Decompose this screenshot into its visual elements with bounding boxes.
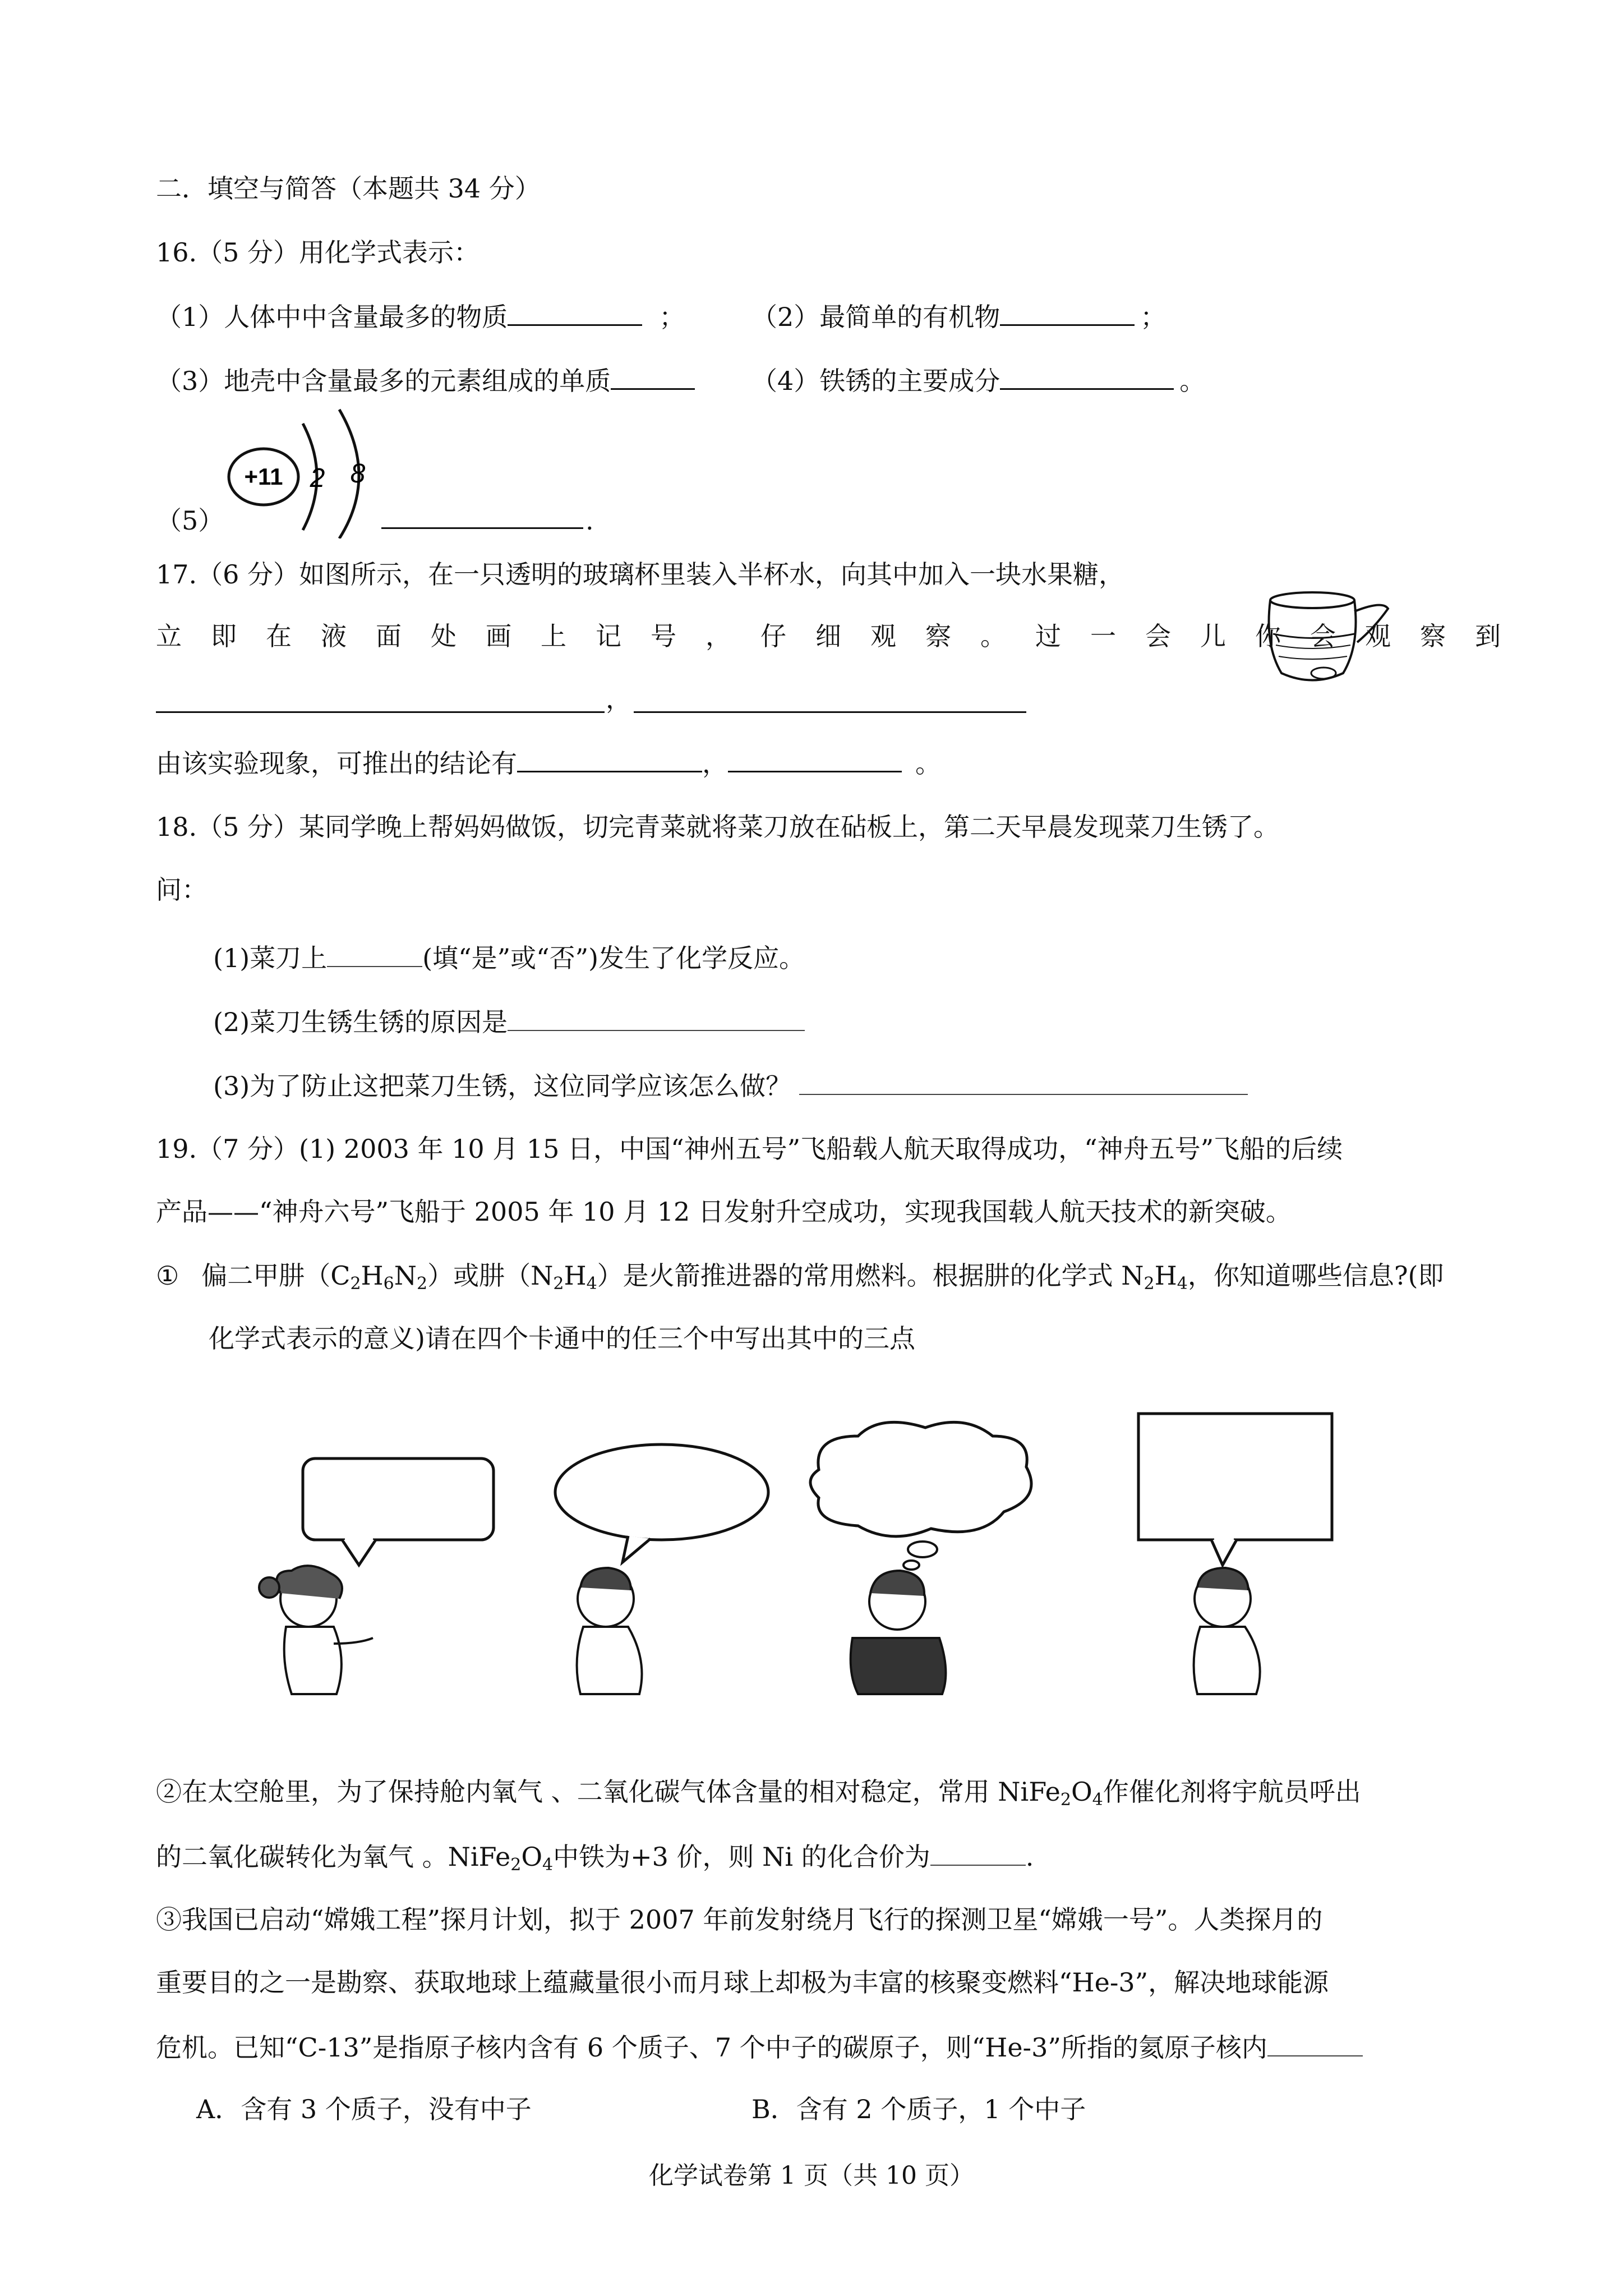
q17-conclusion-blank1[interactable] — [517, 745, 702, 772]
q18-line1: 18.（5 分）某同学晚上帮妈妈做饭，切完青菜就将菜刀放在砧板上，第二天早晨发现菜刀生锈了。 — [156, 812, 1280, 842]
thinking-boy-cartoon-figure — [851, 1571, 946, 1694]
q16-item2: （2）最简单的有机物 — [751, 302, 1000, 332]
q17-blank1[interactable] — [156, 711, 605, 713]
sodium-atom-structure-diagram — [219, 393, 421, 539]
q19-line2: 产品——“神舟六号”飞船于 2005 年 10 月 12 日发射升空成功，实现我国载人航天技术的新突破。 — [156, 1197, 1292, 1227]
q19-p3-line3: 危机。已知“C-13”是指原子核内含有 6 个质子、7 个中子的碳原子，则“He-3”所指的氦原子核内 — [156, 2030, 1363, 2064]
q16-row2b: （4）铁锈的主要成分 。 — [751, 362, 1205, 398]
q17-line1: 17.（6 分）如图所示，在一只透明的玻璃杯里装入半杯水，向其中加入一块水果糖， — [156, 559, 1125, 590]
q18-line2: 问： — [156, 875, 208, 905]
q16-item4: （4）铁锈的主要成分 — [751, 366, 1000, 396]
q19-option-a[interactable]: A．含有 3 个质子，没有中子 — [196, 2094, 532, 2124]
q19-p1-line1: ① 偏二甲肼$(C_2H_6N_2)$或肼$(N_2H_4)$是火箭推进器的常用燃料。根据肼的化学式 $N_2H_4$，你知道哪些信息?(即 — [156, 1260, 1444, 1294]
q19-he3-blank[interactable] — [1267, 2030, 1363, 2056]
q18-sub3: (3)为了防止这把菜刀生锈，这位同学应该怎么做？ — [213, 1068, 1248, 1103]
q16-blank5[interactable] — [381, 527, 583, 529]
q18-sub2: (2)菜刀生锈生锈的原因是 — [213, 1004, 805, 1039]
q19-p3-line2: 重要目的之一是勘察、获取地球上蕴藏量很小而月球上却极为丰富的核聚变燃料“He-3”，解决地球能源 — [156, 1967, 1329, 1998]
q16-blank4[interactable] — [1000, 362, 1174, 390]
section-heading: 二．填空与简答（本题共 34 分） — [156, 173, 541, 204]
q17-line4: 由该实验现象，可推出的结论有 ， 。 — [156, 745, 941, 780]
speech-bubble-2[interactable] — [555, 1444, 768, 1562]
speech-bubble-4[interactable] — [1138, 1414, 1332, 1565]
thought-bubble-3[interactable] — [810, 1422, 1031, 1570]
q19-p2-line2: 的二氧化碳转化为氧气 。$NiFe_2O_4$中铁为+3 价，则 Ni 的化合价为 . — [156, 1839, 1034, 1882]
q16-title: 16.（5 分）用化学式表示： — [156, 237, 480, 268]
q16-blank1[interactable] — [508, 298, 642, 326]
q19-p3-line1: ③我国已启动“嫦娥工程”探月计划，拟于 2007 年前发射绕月飞行的探测卫星“嫦娥一号”。人类探月的 — [156, 1904, 1323, 1935]
q19-p2-line1: ②在太空舱里，为了保持舱内氧气 、二氧化碳气体含量的相对稳定，常用 $NiFe_2O_4$作催化剂将宇航员呼出 — [156, 1777, 1361, 1810]
atom-nucleus-label: +11 — [244, 463, 283, 490]
q16-blank2[interactable] — [1000, 298, 1135, 326]
speech-bubble-1[interactable] — [303, 1458, 494, 1565]
q18-blank1[interactable] — [327, 940, 422, 967]
boy-cartoon-figure-2 — [1194, 1568, 1260, 1694]
four-cartoon-figures-with-speech-bubbles — [236, 1402, 1525, 1717]
q19-ni-valence-blank[interactable] — [930, 1839, 1026, 1866]
q16-row1: （1）人体中中含量最多的物质 ； — [156, 298, 685, 334]
atom-shell2-label: 8 — [350, 459, 366, 489]
q16-row1b: （2）最简单的有机物 ； — [751, 298, 1166, 334]
q17-line2: 立即在液面处画上记号，仔细观察。过一会儿你会观察到 — [156, 621, 1530, 651]
q17-blank2[interactable] — [634, 711, 1026, 713]
q16-item5: （5） — [156, 505, 224, 536]
q19-option-b[interactable]: B．含有 2 个质子，1 个中子 — [751, 2094, 1086, 2124]
q16-item1: （1）人体中中含量最多的物质 — [156, 302, 508, 332]
girl-cartoon-figure — [259, 1566, 373, 1694]
q17-conclusion-blank2[interactable] — [728, 745, 902, 772]
glass-cup-with-candy-image — [1262, 589, 1396, 690]
boy-cartoon-figure — [577, 1568, 642, 1694]
q18-sub1: (1)菜刀上 (填“是”或“否”)发生了化学反应。 — [213, 940, 805, 975]
atom-shell1-label: 2 — [310, 463, 325, 493]
q16-item3: （3）地壳中含量最多的元素组成的单质 — [156, 366, 611, 396]
page-footer: 化学试卷第 1 页（共 10 页） — [649, 2161, 974, 2190]
q19-p1-line2: 化学式表示的意义)请在四个卡通中的任三个中写出其中的三点 — [209, 1323, 915, 1354]
q18-blank3[interactable] — [799, 1068, 1248, 1095]
q16-blank3[interactable] — [611, 362, 695, 390]
q19-line1: 19.（7 分）(1) 2003 年 10 月 15 日，中国“神州五号”飞船载人航天取得成功，“神舟五号”飞船的后续 — [156, 1134, 1343, 1164]
q18-blank2[interactable] — [508, 1004, 805, 1031]
